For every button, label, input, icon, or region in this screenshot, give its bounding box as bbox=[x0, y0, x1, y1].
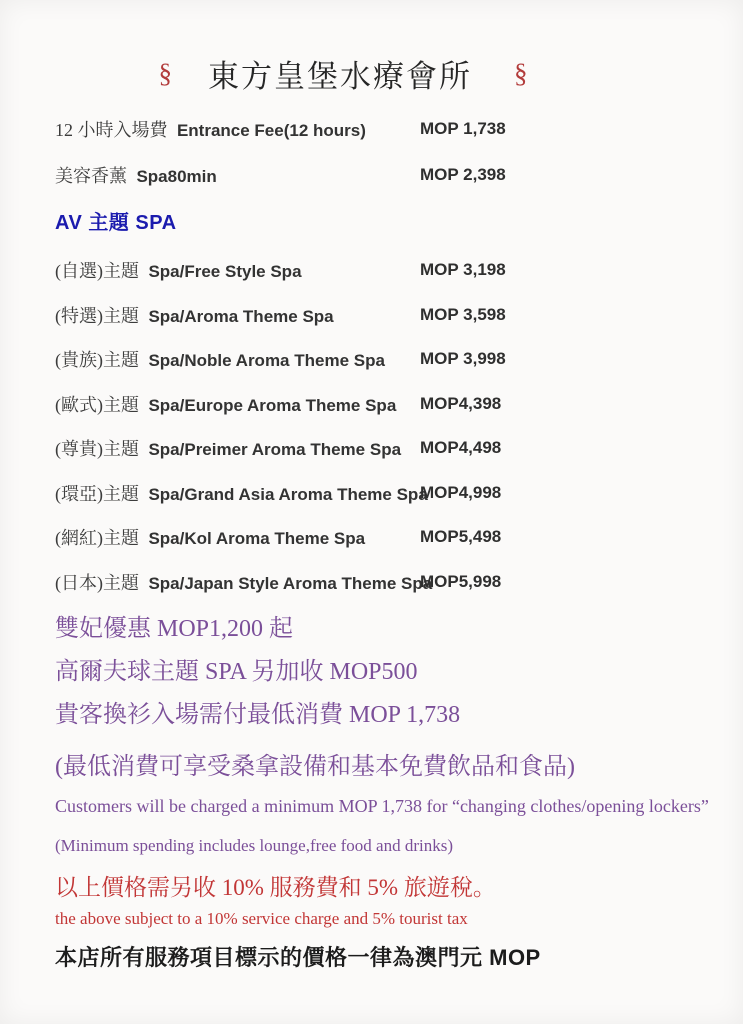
item-label-en: Spa/Preimer Aroma Theme Spa bbox=[148, 440, 402, 460]
item-label bbox=[55, 569, 433, 595]
item-label-en: Spa/Grand Asia Aroma Theme Spa bbox=[148, 484, 428, 504]
section-symbol-right: § bbox=[514, 57, 528, 88]
price-row bbox=[55, 382, 703, 427]
item-label-en: Spa/Japan Style Aroma Theme Spa bbox=[148, 573, 433, 593]
footer-currency-note: 本店所有服務項目標示的價格一律為澳門元 MOP bbox=[55, 944, 541, 970]
spa-item-rows bbox=[55, 248, 703, 604]
item-label bbox=[55, 391, 420, 417]
item-label bbox=[55, 435, 420, 461]
note-service-charge-en: the above subject to a 10% service charge and 5% tourist tax bbox=[55, 908, 468, 928]
price-row bbox=[55, 426, 703, 471]
section-symbol-left: § bbox=[158, 57, 172, 88]
item-price: MOP 3,598 bbox=[420, 304, 506, 324]
note-minimum-charge-en: Customers will be charged a minimum MOP 1,738 for “changing clothes/opening lockers” bbox=[55, 795, 709, 816]
intro-price-rows bbox=[55, 106, 703, 198]
price-row bbox=[55, 560, 703, 605]
item-label-zh: (網紅)主題 bbox=[55, 528, 139, 549]
item-price: MOP5,998 bbox=[420, 571, 502, 591]
purple-notes bbox=[55, 604, 709, 865]
menu-header bbox=[43, 50, 643, 96]
price-row bbox=[55, 106, 703, 152]
price-row bbox=[55, 337, 703, 382]
item-price: MOP 1,738 bbox=[420, 119, 506, 138]
price-row bbox=[55, 152, 703, 198]
item-label-zh: (環亞)主題 bbox=[55, 483, 139, 504]
item-label-zh: (貴族)主題 bbox=[55, 350, 139, 371]
red-notes bbox=[55, 865, 703, 932]
price-row bbox=[55, 471, 703, 516]
item-label bbox=[55, 346, 420, 372]
item-label-en: Spa/Kol Aroma Theme Spa bbox=[148, 529, 366, 549]
price-row bbox=[55, 293, 703, 338]
price-row bbox=[55, 515, 703, 560]
page-title: 東方皇堡水療會所 bbox=[208, 58, 472, 94]
note-minimum-spending: 貴客換衫入場需付最低消費 MOP 1,738 bbox=[55, 702, 461, 728]
item-label bbox=[55, 162, 420, 188]
note-twin-discount: 雙妃優惠 MOP1,200 起 bbox=[55, 616, 294, 642]
item-price: MOP4,998 bbox=[420, 482, 502, 502]
item-label-en: Spa/Aroma Theme Spa bbox=[148, 306, 334, 326]
item-label-en: Spa/Noble Aroma Theme Spa bbox=[148, 351, 385, 371]
item-label-en: Spa/Europe Aroma Theme Spa bbox=[148, 395, 397, 415]
item-price: MOP 3,198 bbox=[420, 260, 506, 280]
section-heading-av-theme-spa: AV 主題 SPA bbox=[55, 211, 177, 234]
item-label bbox=[55, 524, 420, 550]
note-minimum-includes-zh: (最低消費可享受桑拿設備和基本免費飲品和食品) bbox=[55, 754, 575, 780]
item-label-zh: (特選)主題 bbox=[55, 305, 139, 326]
item-price: MOP 2,398 bbox=[420, 165, 506, 184]
item-label-zh: 美容香薰 bbox=[55, 166, 127, 186]
item-label bbox=[55, 302, 420, 328]
item-label-en: Entrance Fee(12 hours) bbox=[176, 121, 366, 140]
item-price: MOP4,498 bbox=[420, 438, 502, 458]
item-label-zh: (日本)主題 bbox=[55, 572, 139, 593]
item-label-zh: (歐式)主題 bbox=[55, 394, 139, 415]
item-label-zh: (尊貴)主題 bbox=[55, 439, 139, 460]
item-label-zh: (自選)主題 bbox=[55, 261, 139, 282]
note-minimum-includes-en: (Minimum spending includes lounge,free food and drinks) bbox=[55, 836, 454, 855]
item-label bbox=[55, 116, 420, 142]
item-label-zh: 12 小時入場費 bbox=[55, 120, 168, 140]
item-price: MOP5,498 bbox=[420, 527, 502, 547]
item-label-en: Spa80min bbox=[136, 167, 217, 186]
note-golf-theme-surcharge: 高爾夫球主題 SPA 另加收 MOP500 bbox=[55, 659, 418, 685]
item-label-en: Spa/Free Style Spa bbox=[148, 262, 302, 282]
item-price: MOP 3,998 bbox=[420, 349, 506, 369]
item-label bbox=[55, 257, 420, 283]
item-label bbox=[55, 480, 428, 506]
price-row bbox=[55, 248, 703, 293]
item-price: MOP4,398 bbox=[420, 393, 502, 413]
note-service-charge-zh: 以上價格需另收 10% 服務費和 5% 旅遊稅。 bbox=[55, 874, 496, 900]
